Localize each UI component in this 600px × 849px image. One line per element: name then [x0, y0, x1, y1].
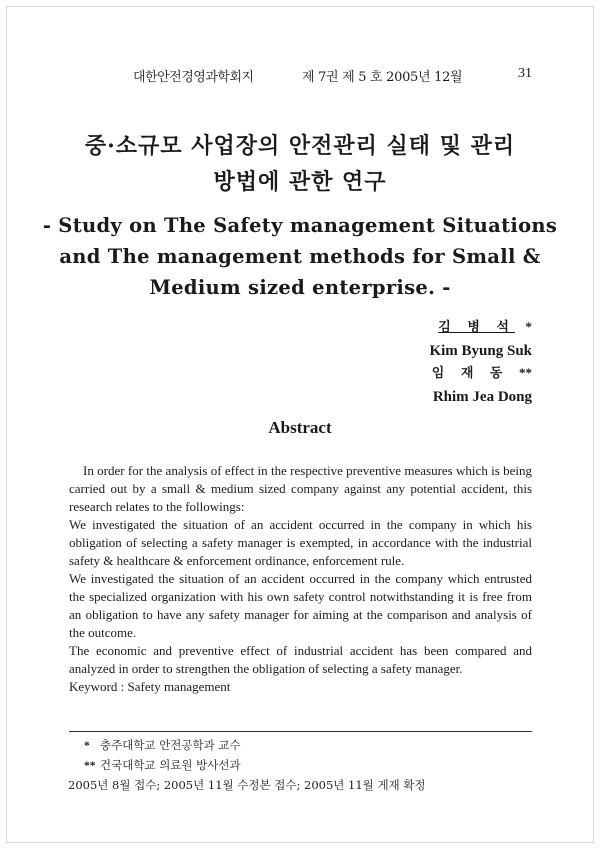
abstract-paragraph: We investigated the situation of an accident occurred in the company which entrusted the specialized organization with his own safety control notwithstanding it is free from an obligation to have any safety manager for aiming at the comparison and analysis of the outcome.	[69, 571, 532, 640]
issue-info: 제 7권 제 5 호 2005년 12월	[302, 70, 463, 85]
footnote-item	[84, 736, 426, 756]
korean-title-line: 중·소규모 사업장의 안전관리 실태 및 관리	[84, 133, 516, 159]
running-head	[0, 66, 600, 86]
author-korean-name	[429, 316, 532, 340]
footnote-marker: **	[84, 760, 96, 772]
english-title-line: - Study on The Safety management Situations	[42, 214, 558, 237]
author-block	[429, 316, 532, 408]
english-title-line: and The management methods for Small &	[59, 245, 541, 268]
korean-title	[40, 128, 560, 200]
footnote-divider	[69, 731, 532, 732]
author-ko-text: 임 재 동	[431, 366, 509, 381]
abstract-paragraph: In order for the analysis of effect in the respective preventive measures which is being carried out by a small & medium sized company against any potential accident, this research relates to the followings:	[69, 463, 532, 514]
footnote-text: 충주대학교 안전공학과 교수	[100, 738, 241, 752]
footnotes	[68, 736, 426, 795]
author-korean-name	[429, 362, 532, 386]
author-ko-text: 김 병 석	[438, 320, 515, 335]
author-marker: **	[519, 365, 532, 380]
abstract-paragraph: The economic and preventive effect of industrial accident has been compared and analyzed in order to strengthen the obligation of selecting a safety manager.	[69, 643, 532, 676]
english-title-line: Medium sized enterprise. -	[149, 276, 451, 299]
author-english-name: Kim Byung Suk	[429, 342, 532, 359]
footnote-marker: *	[84, 740, 90, 752]
footnote-text: 2005년 8월 접수; 2005년 11월 수정본 접수; 2005년 11월 게재 확정	[68, 778, 426, 792]
footnote-item	[84, 756, 426, 776]
korean-title-line: 방법에 관한 연구	[213, 169, 387, 195]
author-english-name: Rhim Jea Dong	[432, 388, 532, 405]
abstract-body	[69, 462, 532, 696]
abstract-heading: Abstract	[268, 418, 332, 437]
journal-name: 대한안전경영과학회지	[133, 70, 254, 85]
keyword-line: Keyword : Safety management	[69, 679, 231, 694]
author-marker: *	[525, 319, 532, 334]
abstract-paragraph: We investigated the situation of an accident occurred in the company in which his obligation of selecting a safety manager is exempted, in accordance with the industrial safety & healthcare & enforcement ordinance, enforcement rule.	[69, 517, 532, 568]
english-title	[40, 210, 560, 303]
footnote-text: 건국대학교 의료원 방사선과	[100, 758, 241, 772]
page-number: 31	[518, 66, 532, 81]
footnote-item	[68, 776, 426, 795]
